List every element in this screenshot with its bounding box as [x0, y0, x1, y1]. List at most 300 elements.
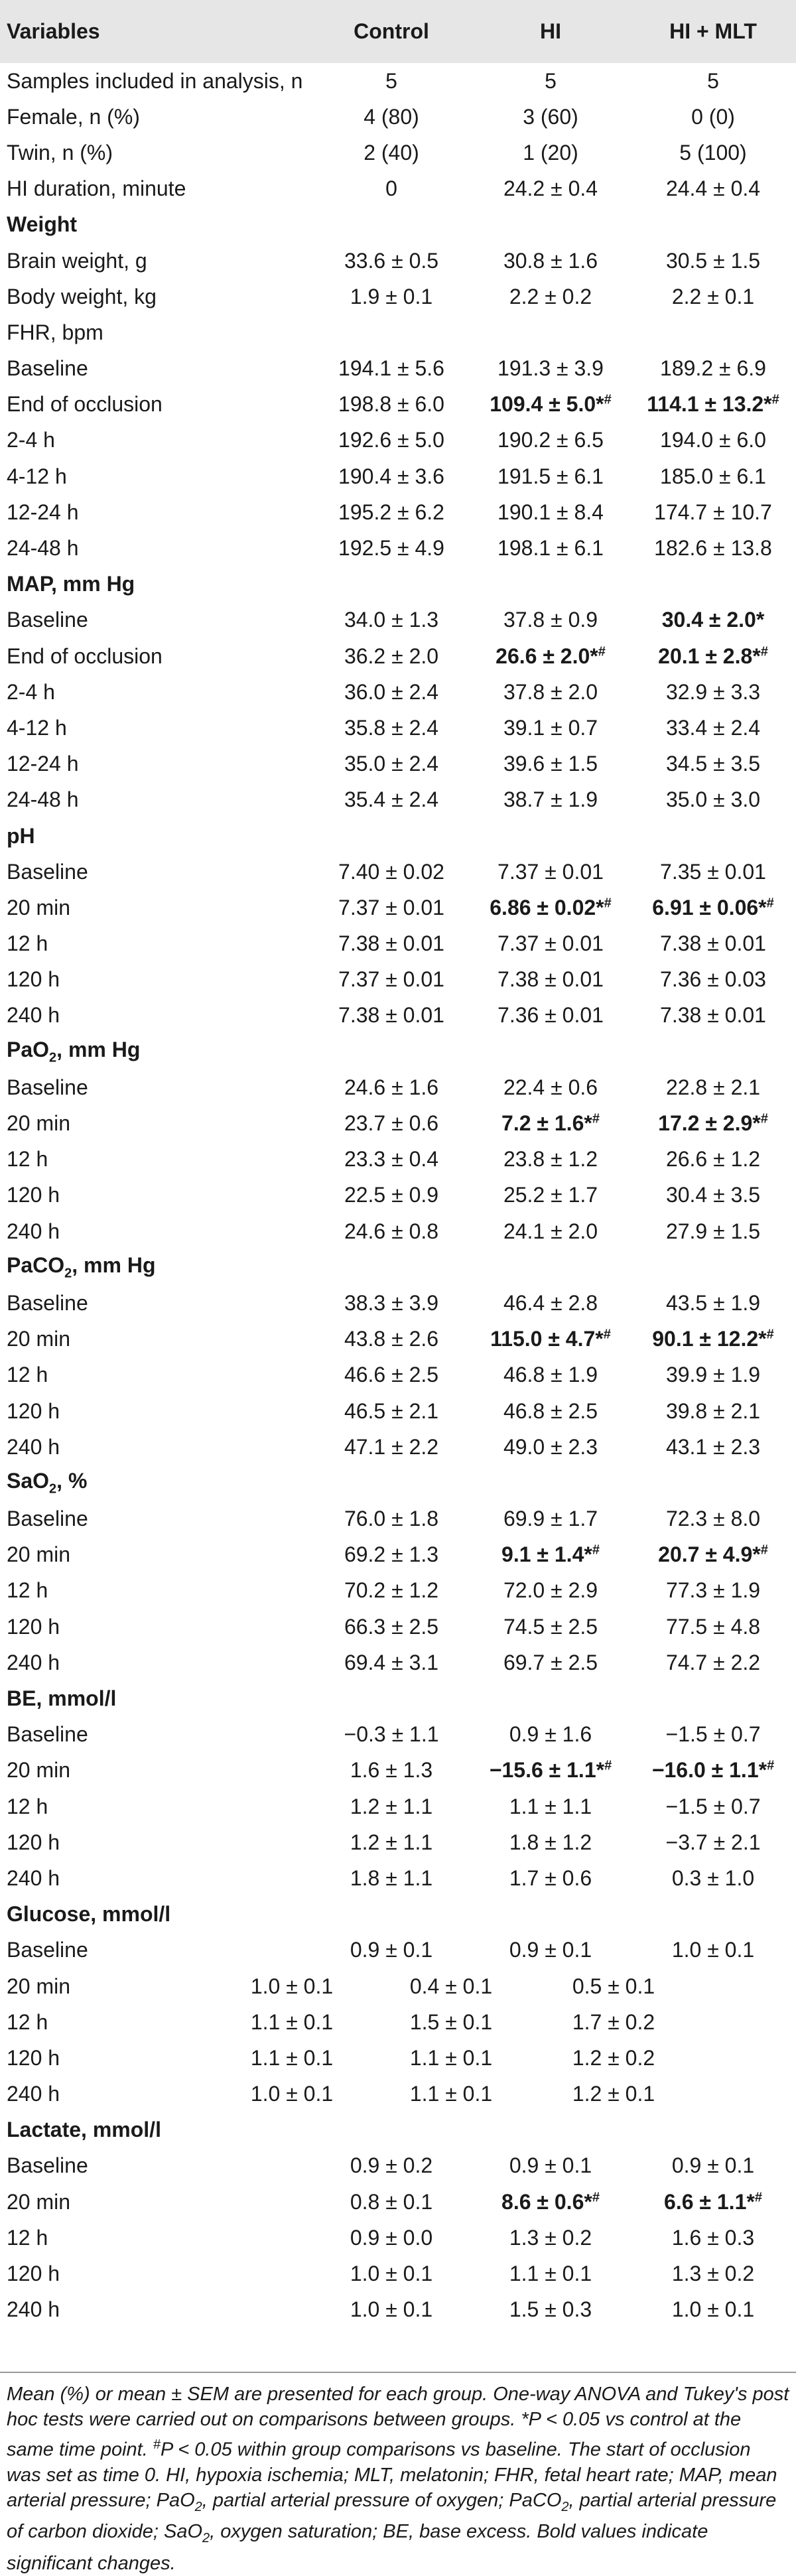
cell-control: 0: [385, 176, 397, 201]
cell-control: 38.3 ± 3.9: [344, 1290, 439, 1315]
cell-control: 76.0 ± 1.8: [344, 1507, 439, 1531]
row-label: Twin, n (%): [7, 140, 113, 165]
cell-hi: [471, 314, 630, 350]
cell-hi: 191.3 ± 3.9: [498, 356, 604, 381]
cell-hi: [471, 818, 630, 854]
cell-hi: 7.2 ± 1.6*#: [501, 1111, 600, 1136]
cell-hi: 109.4 ± 5.0*#: [490, 392, 612, 417]
cell-hi-mlt: 0 (0): [691, 104, 735, 129]
cell-hi: 7.37 ± 0.01: [498, 931, 604, 956]
cell-hi: 0.9 ± 1.6: [509, 1722, 592, 1747]
table-row: [0, 387, 796, 423]
cell-control: 1.1 ± 0.1: [250, 2045, 334, 2070]
section-header-row: [0, 1680, 796, 1716]
cell-control: [312, 1680, 471, 1716]
cell-hi-mlt: 1.2 ± 0.1: [572, 2082, 655, 2106]
cell-hi-mlt: 32.9 ± 3.3: [665, 679, 761, 704]
cell-hi-mlt: 34.5 ± 3.5: [665, 752, 761, 776]
row-label: HI duration, minute: [7, 176, 186, 201]
cell-control: 1.9 ± 0.1: [350, 284, 433, 308]
section-header-row: [0, 1249, 796, 1285]
cell-hi: 1.7 ± 0.6: [509, 1865, 592, 1890]
cell-hi: 191.5 ± 6.1: [498, 464, 604, 488]
row-label: 20 min: [7, 1111, 71, 1136]
cell-control: [312, 1249, 471, 1285]
cell-hi: 2.2 ± 0.2: [509, 284, 592, 308]
cell-hi-mlt: [630, 2112, 796, 2148]
table-row: [0, 710, 796, 746]
section-header-row: [0, 818, 796, 854]
row-label: Female, n (%): [7, 104, 140, 129]
row-label: Baseline: [7, 1507, 88, 1531]
cell-hi: 22.4 ± 0.6: [503, 1075, 598, 1099]
section-header-row: [0, 207, 796, 243]
cell-hi: 46.8 ± 1.9: [503, 1363, 598, 1387]
section-label: Lactate, mmol/l: [7, 2118, 161, 2142]
cell-hi-mlt: 35.0 ± 3.0: [665, 787, 761, 812]
cell-hi: 7.38 ± 0.01: [498, 967, 604, 992]
table-row: [0, 2040, 796, 2076]
cell-control: 66.3 ± 2.5: [344, 1614, 439, 1639]
table-row: [0, 1357, 796, 1393]
cell-control: 46.6 ± 2.5: [344, 1363, 439, 1387]
section-header-row: [0, 1034, 796, 1069]
cell-hi: 37.8 ± 2.0: [503, 679, 598, 704]
table-row: [0, 1609, 796, 1645]
table-row: [0, 1178, 796, 1213]
cell-control: [312, 1465, 471, 1501]
cell-hi-mlt: 90.1 ± 12.2*#: [652, 1327, 774, 1351]
cell-control: 0.8 ± 0.1: [350, 2189, 433, 2214]
cell-hi: 1 (20): [523, 140, 578, 165]
table-row: [0, 530, 796, 566]
cell-hi: 23.8 ± 1.2: [503, 1147, 598, 1172]
table-row: [0, 63, 796, 99]
table-row: [0, 746, 796, 782]
cell-hi-mlt: 174.7 ± 10.7: [654, 500, 772, 524]
section-label: PaO$_2$, mm Hg: [7, 1037, 141, 1065]
cell-hi: 6.86 ± 0.02*#: [490, 895, 612, 919]
table-row: [0, 1429, 796, 1465]
table-row: [0, 458, 796, 494]
cell-hi-mlt: 189.2 ± 6.9: [660, 356, 766, 381]
cell-hi: 46.8 ± 2.5: [503, 1398, 598, 1423]
row-label: 240 h: [7, 1003, 60, 1028]
row-label: 120 h: [7, 1830, 60, 1854]
cell-hi-mlt: −3.7 ± 2.1: [665, 1830, 761, 1854]
row-label: Baseline: [7, 356, 88, 381]
footnote: Mean (%) or mean ± SEM are presented for each group. One-way ANOVA and Tukey's post hoc tests were carried out on comparisons between groups. *P < 0.05 vs control at the same time point. #P < 0.05 within group comparisons vs baseline. The start of occlusion was set as time 0. HI, hypoxia ischemia; MLT, melatonin; FHR, fetal heart rate; MAP, mean arterial pressure; PaO$_2$, partial arterial pressure of oxygen; PaCO$_2$, partial arterial pressure of carbon dioxide; SaO$_2$, oxygen saturation; BE, base excess. Bold values indicate significant changes.: [7, 2384, 789, 2575]
cell-hi: 115.0 ± 4.7*#: [490, 1327, 611, 1351]
header-hi-mlt: HI + MLT: [669, 19, 757, 43]
cell-control: 35.4 ± 2.4: [344, 787, 439, 812]
cell-hi: 72.0 ± 2.9: [503, 1578, 598, 1603]
row-label: 240 h: [7, 2082, 60, 2106]
table-row: [0, 1501, 796, 1537]
table-row: [0, 423, 796, 458]
table-row: [0, 962, 796, 998]
cell-control: 1.6 ± 1.3: [350, 1758, 433, 1783]
cell-control: [312, 567, 471, 602]
row-label: Baseline: [7, 859, 88, 884]
row-label: Baseline: [7, 2153, 88, 2178]
cell-control: 1.2 ± 1.1: [350, 1830, 433, 1854]
table-row: [0, 2184, 796, 2220]
table-body: [0, 63, 796, 2328]
cell-control: 7.38 ± 0.01: [338, 1003, 444, 1028]
table-row: [0, 494, 796, 530]
row-label: Baseline: [7, 1722, 88, 1747]
cell-hi: 190.1 ± 8.4: [498, 500, 604, 524]
row-label: Baseline: [7, 608, 88, 632]
cell-hi: [471, 1465, 630, 1501]
cell-control: 69.2 ± 1.3: [344, 1542, 439, 1567]
table-row: [0, 2148, 796, 2184]
cell-control: 7.37 ± 0.01: [338, 967, 444, 992]
row-label: Brain weight, g: [7, 248, 147, 273]
cell-hi-mlt: 26.6 ± 1.2: [665, 1147, 761, 1172]
table-row: [0, 1537, 796, 1573]
cell-hi-mlt: 30.4 ± 3.5: [665, 1183, 761, 1207]
row-label: Samples included in analysis, n: [7, 68, 303, 93]
cell-control: 35.8 ± 2.4: [344, 715, 439, 740]
cell-hi: [471, 1897, 630, 1932]
cell-control: 0.9 ± 0.0: [350, 2225, 433, 2250]
cell-control: [312, 314, 471, 350]
section-label: pH: [7, 823, 35, 848]
cell-hi-mlt: 5 (100): [679, 140, 747, 165]
table-row: [0, 1322, 796, 1357]
cell-control: 0.9 ± 0.2: [350, 2153, 433, 2178]
row-label: 4-12 h: [7, 464, 67, 488]
cell-control: 36.2 ± 2.0: [344, 644, 439, 668]
cell-hi: 46.4 ± 2.8: [503, 1290, 598, 1315]
row-label: 20 min: [7, 2189, 71, 2214]
row-label: 2-4 h: [7, 679, 55, 704]
cell-control: 70.2 ± 1.2: [344, 1578, 439, 1603]
row-label: 20 min: [7, 895, 71, 919]
cell-hi: 49.0 ± 2.3: [503, 1434, 598, 1459]
row-label: 120 h: [7, 1398, 60, 1423]
row-label: 12 h: [7, 2225, 48, 2250]
section-header-row: [0, 2112, 796, 2148]
cell-hi: 3 (60): [523, 104, 578, 129]
table-row: [0, 1393, 796, 1429]
cell-control: 7.38 ± 0.01: [338, 931, 444, 956]
cell-control: 1.0 ± 0.1: [250, 2082, 334, 2106]
cell-control: 192.6 ± 5.0: [338, 428, 444, 452]
cell-hi-mlt: [630, 567, 796, 602]
cell-hi-mlt: 77.5 ± 4.8: [665, 1614, 761, 1639]
cell-hi: 0.9 ± 0.1: [509, 2153, 592, 2178]
table-row: [0, 782, 796, 818]
cell-control: [312, 1897, 471, 1932]
section-header-row: [0, 1465, 796, 1501]
table-row: [0, 99, 796, 135]
cell-control: 23.3 ± 0.4: [344, 1147, 439, 1172]
table-row: [0, 2004, 796, 2040]
table-row: [0, 243, 796, 279]
row-label: 4-12 h: [7, 715, 67, 740]
section-label: SaO$_2$, %: [7, 1469, 88, 1497]
cell-hi-mlt: 0.9 ± 0.1: [671, 2153, 755, 2178]
header-hi: HI: [540, 19, 561, 43]
cell-hi: 0.9 ± 0.1: [509, 1938, 592, 1962]
cell-hi-mlt: 33.4 ± 2.4: [665, 715, 761, 740]
table-row: [0, 1717, 796, 1753]
cell-hi-mlt: 77.3 ± 1.9: [665, 1578, 761, 1603]
header-row: [0, 0, 796, 63]
row-label: 240 h: [7, 1650, 60, 1674]
cell-hi-mlt: [630, 207, 796, 243]
cell-hi: 26.6 ± 2.0*#: [496, 644, 606, 668]
cell-hi-mlt: [630, 1680, 796, 1716]
cell-hi-mlt: 6.91 ± 0.06*#: [652, 895, 774, 919]
row-label: 120 h: [7, 2045, 60, 2070]
cell-hi-mlt: −16.0 ± 1.1*#: [651, 1758, 775, 1783]
row-label: 12 h: [7, 2009, 48, 2034]
cell-control: 190.4 ± 3.6: [338, 464, 444, 488]
cell-hi: 7.37 ± 0.01: [498, 859, 604, 884]
table-row: [0, 2076, 796, 2112]
table-row: [0, 1645, 796, 1680]
cell-control: [312, 1034, 471, 1069]
cell-hi-mlt: −1.5 ± 0.7: [665, 1794, 761, 1818]
table-row: [0, 1824, 796, 1860]
cell-hi: 37.8 ± 0.9: [503, 608, 598, 632]
row-label: 240 h: [7, 1219, 60, 1243]
cell-control: 1.0 ± 0.1: [350, 2262, 433, 2286]
row-label: 120 h: [7, 1183, 60, 1207]
cell-hi: 39.1 ± 0.7: [503, 715, 598, 740]
table-row: [0, 314, 796, 350]
cell-control: 7.37 ± 0.01: [338, 895, 444, 919]
cell-control: −0.3 ± 1.1: [344, 1722, 439, 1747]
cell-hi: [471, 1034, 630, 1069]
cell-control: 1.8 ± 1.1: [350, 1865, 433, 1890]
row-label: 120 h: [7, 967, 60, 992]
cell-control: 4 (80): [364, 104, 419, 129]
cell-hi: 1.1 ± 1.1: [509, 1794, 592, 1818]
table-row: [0, 1753, 796, 1789]
row-label: 12 h: [7, 1363, 48, 1387]
cell-hi-mlt: 5: [707, 68, 719, 93]
cell-hi-mlt: [630, 1249, 796, 1285]
cell-control: 1.0 ± 0.1: [250, 1974, 334, 1998]
cell-hi-mlt: 39.9 ± 1.9: [665, 1363, 761, 1387]
table-row: [0, 1860, 796, 1896]
table-row: [0, 1142, 796, 1178]
cell-hi: 5: [545, 68, 557, 93]
cell-hi-mlt: [630, 1034, 796, 1069]
cell-hi: 8.6 ± 0.6*#: [501, 2189, 600, 2214]
row-label: 20 min: [7, 1974, 71, 1998]
cell-control: 36.0 ± 2.4: [344, 679, 439, 704]
cell-hi-mlt: 27.9 ± 1.5: [665, 1219, 761, 1243]
table-row: [0, 279, 796, 314]
cell-hi: −15.6 ± 1.1*#: [489, 1758, 612, 1783]
cell-hi-mlt: 43.1 ± 2.3: [665, 1434, 761, 1459]
table-row: [0, 1789, 796, 1824]
cell-hi-mlt: 24.4 ± 0.4: [665, 176, 761, 201]
row-label: Baseline: [7, 1938, 88, 1962]
section-header-row: [0, 1897, 796, 1932]
cell-hi-mlt: [630, 1897, 796, 1932]
cell-hi-mlt: 30.4 ± 2.0*: [661, 608, 765, 632]
row-label: 24-48 h: [7, 536, 79, 561]
table-row: [0, 926, 796, 962]
cell-hi-mlt: 7.38 ± 0.01: [660, 931, 766, 956]
section-label: MAP, mm Hg: [7, 572, 135, 596]
cell-control: [312, 818, 471, 854]
table-row: [0, 1213, 796, 1249]
cell-control: 194.1 ± 5.6: [338, 356, 444, 381]
cell-hi: 1.8 ± 1.2: [509, 1830, 592, 1854]
row-label: 120 h: [7, 1614, 60, 1639]
table-row: [0, 2256, 796, 2291]
cell-hi-mlt: 1.3 ± 0.2: [671, 2262, 755, 2286]
header-variables: Variables: [7, 19, 100, 43]
row-label: 20 min: [7, 1542, 71, 1567]
cell-control: 1.0 ± 0.1: [350, 2297, 433, 2322]
row-label: 120 h: [7, 2262, 60, 2286]
cell-control: 192.5 ± 4.9: [338, 536, 444, 561]
cell-control: [312, 2112, 471, 2148]
table-row: [0, 638, 796, 674]
cell-hi-mlt: 194.0 ± 6.0: [660, 428, 766, 452]
cell-hi-mlt: [630, 1465, 796, 1501]
cell-hi-mlt: 0.3 ± 1.0: [671, 1865, 755, 1890]
cell-hi: 9.1 ± 1.4*#: [501, 1542, 600, 1567]
cell-hi: 1.1 ± 0.1: [409, 2082, 493, 2106]
cell-hi: [471, 207, 630, 243]
table-row: [0, 674, 796, 710]
cell-hi: 69.9 ± 1.7: [503, 1507, 598, 1531]
cell-hi-mlt: 30.5 ± 1.5: [665, 248, 761, 273]
table-row: [0, 171, 796, 207]
cell-hi-mlt: 1.0 ± 0.1: [671, 2297, 755, 2322]
cell-control: 1.2 ± 1.1: [350, 1794, 433, 1818]
cell-hi: 39.6 ± 1.5: [503, 752, 598, 776]
cell-hi-mlt: 22.8 ± 2.1: [665, 1075, 761, 1099]
cell-hi: [471, 567, 630, 602]
section-label: PaCO$_2$, mm Hg: [7, 1253, 156, 1281]
cell-hi: [471, 2112, 630, 2148]
table-row: [0, 1105, 796, 1141]
table-row: [0, 890, 796, 925]
header-control: Control: [354, 19, 429, 43]
table-row: [0, 2220, 796, 2256]
row-label: 2-4 h: [7, 428, 55, 452]
cell-control: 46.5 ± 2.1: [344, 1398, 439, 1423]
cell-hi-mlt: 1.2 ± 0.2: [572, 2045, 655, 2070]
row-label: Body weight, kg: [7, 284, 157, 308]
cell-hi-mlt: 1.0 ± 0.1: [671, 1938, 755, 1962]
cell-control: 23.7 ± 0.6: [344, 1111, 439, 1136]
cell-hi: [471, 1680, 630, 1716]
section-label: BE, mmol/l: [7, 1686, 117, 1711]
cell-hi-mlt: 7.38 ± 0.01: [660, 1003, 766, 1028]
row-label: 12 h: [7, 931, 48, 956]
cell-hi: 38.7 ± 1.9: [503, 787, 598, 812]
cell-control: 24.6 ± 1.6: [344, 1075, 439, 1099]
cell-hi: 24.1 ± 2.0: [503, 1219, 598, 1243]
table-row: [0, 998, 796, 1034]
section-label: Weight: [7, 212, 78, 237]
cell-control: 43.8 ± 2.6: [344, 1327, 439, 1351]
row-label: 240 h: [7, 1434, 60, 1459]
table-bottom-rule: [0, 2372, 796, 2373]
row-label: 12 h: [7, 1147, 48, 1172]
section-label: Glucose, mmol/l: [7, 1902, 171, 1927]
table-row: [0, 1932, 796, 1968]
cell-control: 33.6 ± 0.5: [344, 248, 439, 273]
cell-hi-mlt: 182.6 ± 13.8: [654, 536, 772, 561]
row-label: 12-24 h: [7, 500, 79, 524]
cell-hi-mlt: 74.7 ± 2.2: [665, 1650, 761, 1674]
table-row: [0, 602, 796, 638]
cell-hi: 1.1 ± 0.1: [509, 2262, 592, 2286]
table-row: [0, 854, 796, 890]
cell-hi: 74.5 ± 2.5: [503, 1614, 598, 1639]
row-label: 240 h: [7, 2297, 60, 2322]
table-row: [0, 135, 796, 170]
cell-control: 35.0 ± 2.4: [344, 752, 439, 776]
cell-control: [312, 207, 471, 243]
cell-control: 24.6 ± 0.8: [344, 1219, 439, 1243]
table-row: [0, 1573, 796, 1609]
cell-hi-mlt: 39.8 ± 2.1: [665, 1398, 761, 1423]
cell-hi-mlt: 72.3 ± 8.0: [665, 1507, 761, 1531]
cell-control: 34.0 ± 1.3: [344, 608, 439, 632]
cell-hi: 69.7 ± 2.5: [503, 1650, 598, 1674]
row-label: 12 h: [7, 1578, 48, 1603]
cell-control: 69.4 ± 3.1: [344, 1650, 439, 1674]
row-label: 12 h: [7, 1794, 48, 1818]
cell-control: 198.8 ± 6.0: [338, 392, 444, 417]
cell-control: 2 (40): [364, 140, 419, 165]
row-label: 20 min: [7, 1327, 71, 1351]
row-label: 20 min: [7, 1758, 71, 1783]
cell-hi: 1.3 ± 0.2: [509, 2225, 592, 2250]
cell-control: 195.2 ± 6.2: [338, 500, 444, 524]
cell-control: 7.40 ± 0.02: [338, 859, 444, 884]
cell-hi-mlt: 2.2 ± 0.1: [671, 284, 755, 308]
row-label: Baseline: [7, 1075, 88, 1099]
table-row: [0, 1285, 796, 1321]
cell-hi-mlt: 7.36 ± 0.03: [660, 967, 766, 992]
row-label: 240 h: [7, 1865, 60, 1890]
section-header-row: [0, 567, 796, 602]
cell-hi: 190.2 ± 6.5: [498, 428, 604, 452]
cell-hi: 1.5 ± 0.3: [509, 2297, 592, 2322]
cell-hi: 1.1 ± 0.1: [409, 2045, 493, 2070]
cell-hi-mlt: 20.1 ± 2.8*#: [658, 644, 768, 668]
cell-hi-mlt: −1.5 ± 0.7: [665, 1722, 761, 1747]
cell-control: 0.9 ± 0.1: [350, 1938, 433, 1962]
cell-hi-mlt: [630, 818, 796, 854]
table-row: [0, 2292, 796, 2328]
cell-hi: 1.5 ± 0.1: [409, 2009, 493, 2034]
cell-control: 5: [385, 68, 397, 93]
cell-hi: 24.2 ± 0.4: [503, 176, 598, 201]
table-row: [0, 1968, 796, 2004]
row-label: FHR, bpm: [7, 320, 103, 344]
cell-hi-mlt: 1.6 ± 0.3: [671, 2225, 755, 2250]
cell-hi: 0.4 ± 0.1: [409, 1974, 493, 1998]
cell-hi-mlt: 0.5 ± 0.1: [572, 1974, 655, 1998]
cell-control: 22.5 ± 0.9: [344, 1183, 439, 1207]
